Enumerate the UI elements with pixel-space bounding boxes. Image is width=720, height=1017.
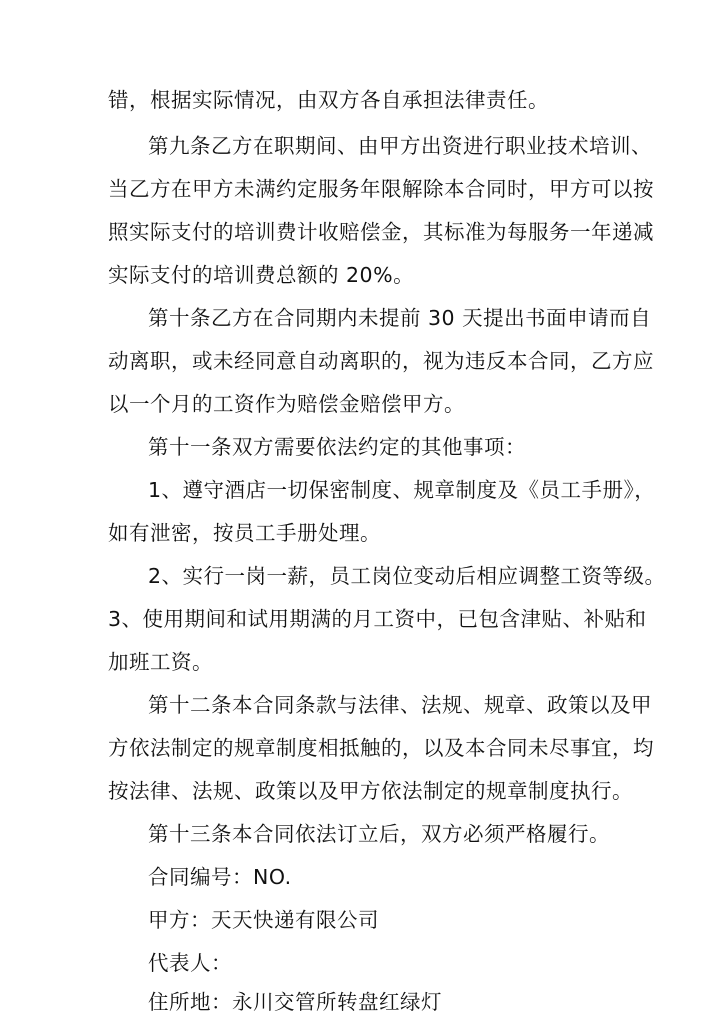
paragraph-line: 3、使用期间和试用期满的月工资中，已包含津贴、补贴和 <box>108 607 647 631</box>
party-a: 甲方：天天快递有限公司 <box>148 908 379 932</box>
paragraph-line: 第九条乙方在职期间、由甲方出资进行职业技术培训、 <box>148 134 652 158</box>
paragraph-line: 以一个月的工资作为赔偿金赔偿甲方。 <box>108 392 465 416</box>
representative: 代表人： <box>148 951 232 975</box>
paragraph-line: 方依法制定的规章制度相抵触的，以及本合同未尽事宜，均 <box>108 736 654 760</box>
paragraph-line: 2、实行一岗一薪，员工岗位变动后相应调整工资等级。 <box>148 564 666 588</box>
paragraph-line: 第十三条本合同依法订立后，双方必须严格履行。 <box>148 822 610 846</box>
paragraph-line: 1、遵守酒店一切保密制度、规章制度及《员工手册》， <box>148 478 656 502</box>
paragraph-line: 加班工资。 <box>108 650 213 674</box>
paragraph-line: 按法律、法规、政策以及甲方依法制定的规章制度执行。 <box>108 779 633 803</box>
contract-number: 合同编号：NO. <box>148 865 292 889</box>
paragraph-line: 错，根据实际情况，由双方各自承担法律责任。 <box>108 88 549 112</box>
paragraph-line: 如有泄密，按员工手册处理。 <box>108 521 381 545</box>
paragraph-line: 当乙方在甲方未满约定服务年限解除本合同时，甲方可以按 <box>108 177 654 201</box>
paragraph-line: 第十一条双方需要依法约定的其他事项： <box>148 435 526 459</box>
paragraph-line: 第十二条本合同条款与法律、法规、规章、政策以及甲 <box>148 693 652 717</box>
address: 住所地：永川交管所转盘红绿灯 <box>148 990 442 1014</box>
paragraph-line: 动离职，或未经同意自动离职的，视为违反本合同，乙方应 <box>108 349 654 373</box>
paragraph-line: 第十条乙方在合同期内未提前 30 天提出书面申请而自 <box>148 306 652 330</box>
paragraph-line: 实际支付的培训费总额的 20%。 <box>108 263 415 287</box>
paragraph-line: 照实际支付的培训费计收赔偿金，其标准为每服务一年递减 <box>108 220 654 244</box>
